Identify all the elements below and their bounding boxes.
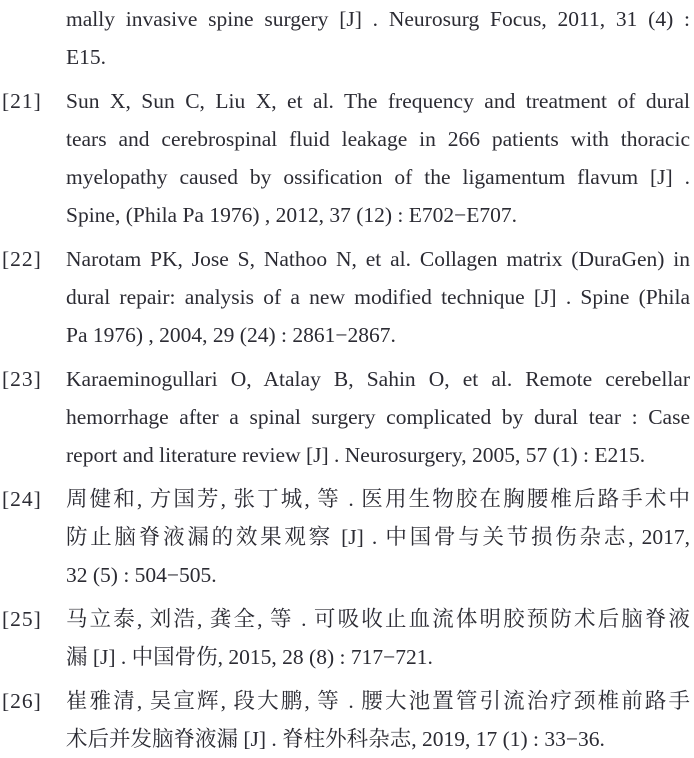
reference-body (66, 0, 690, 76)
reference-line: 马立泰, 刘浩, 龚全, 等 . 可吸收止血流体明胶预防术后脑脊液 (66, 607, 690, 631)
reference-line: 术后并发脑脊液漏 [J] . 脊柱外科杂志, 2019, 17 (1) : 33−36. (66, 727, 605, 751)
reference-number: [26] (2, 689, 42, 713)
reference-body (66, 682, 690, 758)
reference-entry-26 (2, 682, 690, 758)
reference-body (66, 82, 690, 234)
reference-line: Narotam PK, Jose S, Nathoo N, et al. Collagen matrix (DuraGen) in (66, 247, 690, 271)
reference-entry-22 (2, 240, 690, 354)
reference-line: Sun X, Sun C, Liu X, et al. The frequency and treatment of dural (66, 89, 690, 113)
reference-entry-24 (2, 480, 690, 594)
reference-line: myelopathy caused by ossification of the ligamentum flavum [J] . (66, 165, 690, 189)
reference-line: 32 (5) : 504−505. (66, 563, 217, 587)
reference-line: report and literature review [J] . Neurosurgery, 2005, 57 (1) : E215. (66, 443, 646, 467)
reference-number: [21] (2, 89, 42, 113)
reference-number: [25] (2, 607, 42, 631)
reference-body (66, 480, 690, 594)
reference-line: Pa 1976) , 2004, 29 (24) : 2861−2867. (66, 323, 396, 347)
reference-entry-21 (2, 82, 690, 234)
reference-line: 漏 [J] . 中国骨伤, 2015, 28 (8) : 717−721. (66, 645, 433, 669)
reference-entry-23 (2, 360, 690, 474)
reference-entry-25 (2, 600, 690, 676)
reference-line: mally invasive spine surgery [J] . Neurosurg Focus, 2011, 31 (4) : (66, 7, 690, 31)
reference-line: Karaeminogullari O, Atalay B, Sahin O, et al. Remote cerebellar (66, 367, 690, 391)
reference-line: hemorrhage after a spinal surgery complicated by dural tear : Case (66, 405, 690, 429)
reference-line: 崔雅清, 吴宣辉, 段大鹏, 等 . 腰大池置管引流治疗颈椎前路手 (66, 689, 690, 713)
reference-number: [22] (2, 247, 42, 271)
reference-line: 防止脑脊液漏的效果观察 [J] . 中国骨与关节损伤杂志, 2017, (66, 525, 690, 549)
reference-number: [23] (2, 367, 42, 391)
reference-body (66, 240, 690, 354)
reference-line: Spine, (Phila Pa 1976) , 2012, 37 (12) : E702−E707. (66, 203, 518, 227)
reference-body (66, 360, 690, 474)
reference-line: dural repair: analysis of a new modified technique [J] . Spine (Phila (66, 285, 690, 309)
reference-line: 周健和, 方国芳, 张丁城, 等 . 医用生物胶在胸腰椎后路手术中 (66, 487, 690, 511)
reference-entry-continuation (2, 0, 690, 76)
reference-line: tears and cerebrospinal fluid leakage in 266 patients with thoracic (66, 127, 690, 151)
reference-line: E15. (66, 45, 107, 69)
reference-number: [24] (2, 487, 42, 511)
reference-body (66, 600, 690, 676)
